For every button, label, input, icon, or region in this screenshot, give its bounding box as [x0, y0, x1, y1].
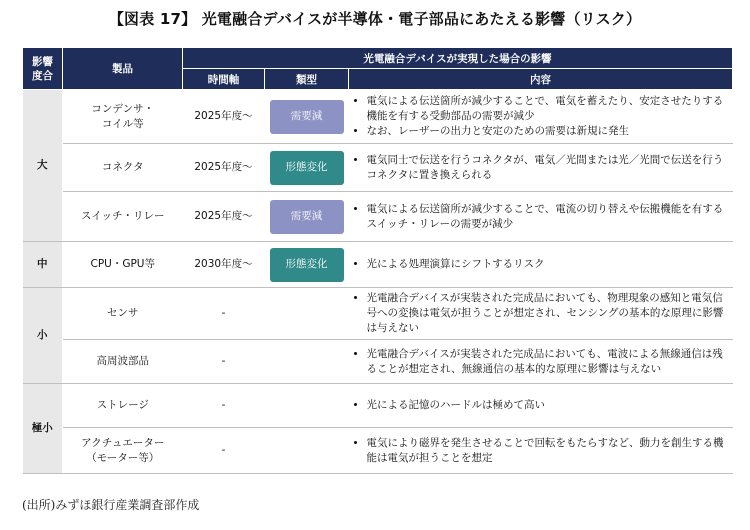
product-cell: アクチュエーター （モーター等） [63, 428, 183, 474]
source-note: (出所)みずほ銀行産業調査部作成 [22, 498, 200, 512]
table-row [23, 144, 733, 192]
content-bullet: • 電気同士で伝送を行うコネクタが、電気／光間または光／光間で伝送を行うコネクタに置き換えられる [367, 153, 727, 183]
timeline-cell: 2030年度～ [183, 242, 265, 288]
table-row [23, 192, 733, 242]
type-badge: 需要減 [270, 100, 344, 134]
content-bullet: • 電気による伝送箇所が減少することで、電気を蓄えたり、安定させたりする機能を有する受動部品の需要が減少 [367, 94, 727, 124]
content-bullet: • 光による処理演算にシフトするリスク [367, 257, 727, 272]
product-cell: CPU・GPU等 [63, 242, 183, 288]
figure-title: 【図表 17】 光電融合デバイスが半導体・電子部品にあたえる影響（リスク） [108, 10, 642, 28]
header-group: 光電融合デバイスが実現した場合の影響 [183, 48, 733, 69]
impact-level-medium: 中 [23, 242, 63, 288]
table-row [23, 384, 733, 428]
product-cell: 高周波部品 [63, 340, 183, 384]
timeline-cell: - [183, 340, 265, 384]
type-badge: 形態変化 [270, 248, 344, 282]
impact-table [22, 47, 733, 474]
timeline-cell: - [183, 428, 265, 474]
content-bullet: • 光による記憶のハードルは極めて高い [367, 398, 727, 413]
product-cell: センサ [63, 288, 183, 340]
content-bullet: • 電気により磁界を発生させることで回転をもたらすなど、動力を創生する機能は電気が担うことを想定 [367, 436, 727, 466]
impact-level-large: 大 [23, 90, 63, 242]
type-badge: 形態変化 [270, 151, 344, 185]
header-content: 内容 [349, 69, 733, 90]
table-row [23, 340, 733, 384]
content-bullet: • 電気による伝送箇所が減少することで、電流の切り替えや伝搬機能を有するスイッチ・リレーの需要が減少 [367, 202, 727, 232]
product-cell: ストレージ [63, 384, 183, 428]
timeline-cell: 2025年度～ [183, 144, 265, 192]
table-row [23, 90, 733, 144]
product-cell: コンデンサ・ コイル等 [63, 90, 183, 144]
timeline-cell: - [183, 384, 265, 428]
type-badge: 需要減 [270, 200, 344, 234]
header-timeline: 時間軸 [183, 69, 265, 90]
content-bullet: • 光電融合デバイスが実装された完成品においても、電波による無線通信は残ることが想定され、無線通信の基本的な原理に影響は与えない [367, 347, 727, 377]
table-row [23, 288, 733, 340]
table-row [23, 242, 733, 288]
product-cell: コネクタ [63, 144, 183, 192]
product-cell: スイッチ・リレー [63, 192, 183, 242]
content-bullet: • なお、レーザーの出力と安定のための需要は新規に発生 [367, 124, 727, 139]
content-bullet: • 光電融合デバイスが実装された完成品においても、物理現象の感知と電気信号への変換は電気が担うことが想定され、センシングの基本的な原理に影響は与えない [367, 291, 727, 336]
impact-level-small: 小 [23, 288, 63, 384]
table-row [23, 428, 733, 474]
timeline-cell: 2025年度～ [183, 192, 265, 242]
timeline-cell: 2025年度～ [183, 90, 265, 144]
timeline-cell: - [183, 288, 265, 340]
header-type: 類型 [265, 69, 349, 90]
header-impact: 影響 度合 [23, 48, 63, 90]
impact-level-tiny: 極小 [23, 384, 63, 474]
header-product: 製品 [63, 48, 183, 90]
